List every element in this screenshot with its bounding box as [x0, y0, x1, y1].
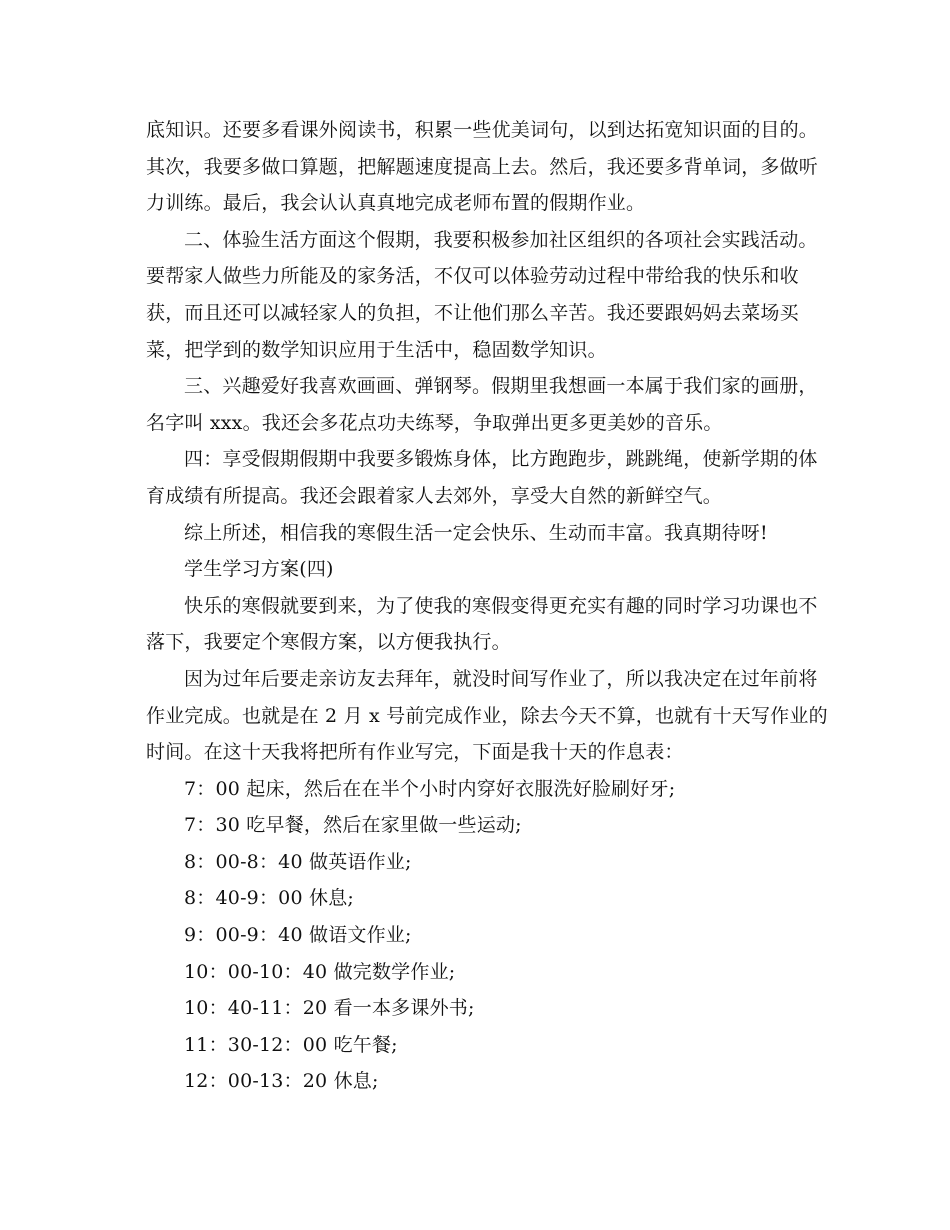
schedule-item: 8：00-8：40 做英语作业;: [184, 850, 412, 873]
schedule-item: 7：30 吃早餐，然后在家里做一些运动;: [184, 814, 522, 837]
text-line: 名字叫 xxx。我还会多花点功夫练琴，争取弹出更多更美妙的音乐。: [146, 411, 723, 434]
text-line: 落下，我要定个寒假方案，以方便我执行。: [146, 631, 511, 654]
schedule-item: 10：40-11：20 看一本多课外书;: [184, 997, 475, 1020]
text-line: 作业完成。也就是在 2 月 x 号前完成作业，除去今天不算，也就有十天写作业的: [146, 704, 828, 727]
text-line: 三、兴趣爱好我喜欢画画、弹钢琴。假期里我想画一本属于我们家的画册，: [184, 375, 818, 398]
text-line: 时间。在这十天我将把所有作业写完，下面是我十天的作息表：: [146, 741, 684, 764]
schedule-item: 12：00-13：20 休息;: [184, 1070, 379, 1093]
text-line: 二、体验生活方面这个假期，我要积极参加社区组织的各项社会实践活动。: [184, 228, 818, 251]
text-line: 其次，我要多做口算题，把解题速度提高上去。然后，我还要多背单词，多做听: [146, 155, 819, 178]
schedule-item: 7：00 起床，然后在在半个小时内穿好衣服洗好脸刷好牙;: [184, 777, 676, 800]
text-line: 快乐的寒假就要到来，为了使我的寒假变得更充实有趣的同时学习功课也不: [184, 594, 818, 617]
text-line: 力训练。最后，我会认认真真地完成老师布置的假期作业。: [146, 192, 646, 215]
text-line: 综上所述，相信我的寒假生活一定会快乐、生动而丰富。我真期待呀!: [184, 521, 768, 544]
schedule-item: 9：00-9：40 做语文作业;: [184, 924, 412, 947]
text-line: 四：享受假期假期中我要多锻炼身体，比方跑跑步，跳跳绳，使新学期的体: [184, 448, 818, 471]
document-body: [146, 112, 828, 1100]
text-line: 菜，把学到的数学知识应用于生活中，稳固数学知识。: [146, 338, 607, 361]
section-heading: 学生学习方案(四): [184, 558, 334, 581]
text-line: 因为过年后要走亲访友去拜年，就没时间写作业了，所以我决定在过年前将: [184, 667, 818, 690]
schedule-item: 8：40-9：00 休息;: [184, 887, 354, 910]
text-line: 获，而且还可以减轻家人的负担，不让他们那么辛苦。我还要跟妈妈去菜场买: [146, 301, 799, 324]
schedule-item: 11：30-12：00 吃午餐;: [184, 1033, 398, 1056]
text-line: 育成绩有所提高。我还会跟着家人去郊外，享受大自然的新鲜空气。: [146, 484, 723, 507]
schedule-item: 10：00-10：40 做完数学作业;: [184, 960, 456, 983]
text-line: 要帮家人做些力所能及的家务活，不仅可以体验劳动过程中带给我的快乐和收: [146, 265, 799, 288]
text-line: 底知识。还要多看课外阅读书，积累一些优美词句，以到达拓宽知识面的目的。: [146, 119, 819, 141]
